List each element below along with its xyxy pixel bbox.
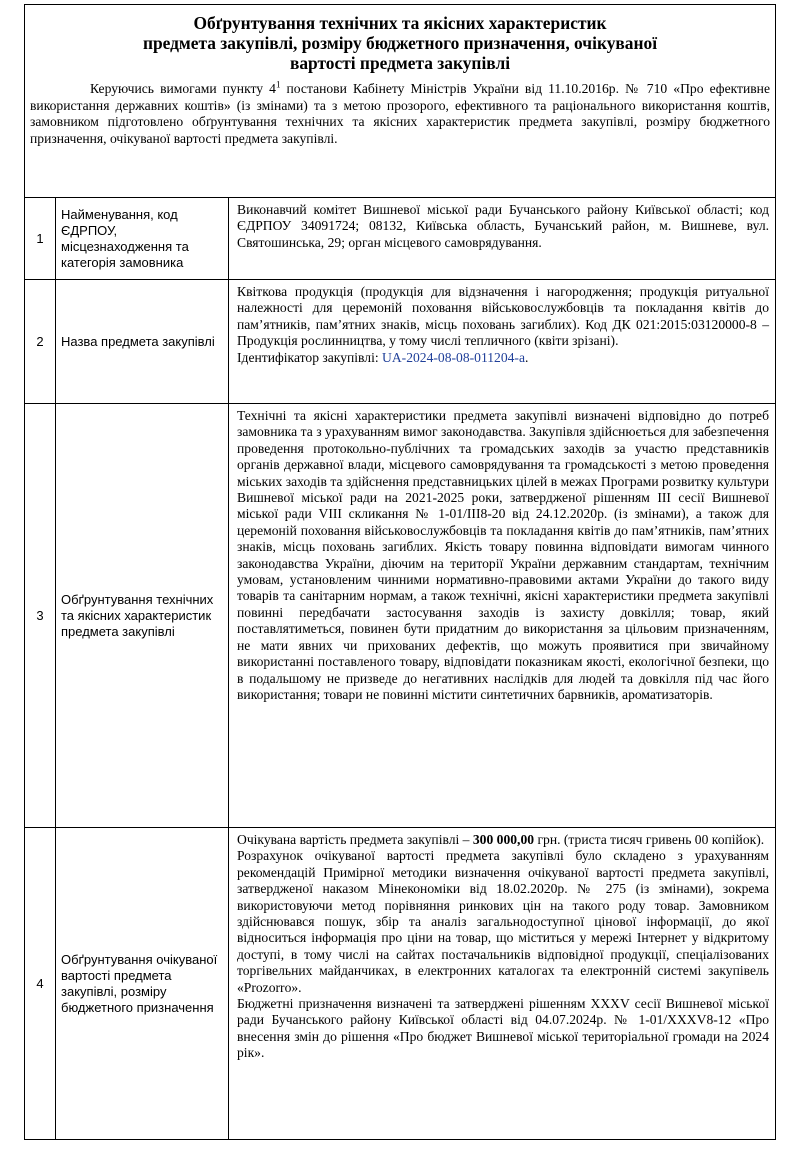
- identifier-label: Ідентифікатор закупівлі:: [237, 349, 383, 365]
- expected-cost-words: грн. (триста тисяч гривень 00 копійок).: [534, 832, 765, 847]
- calculation-paragraph: Розрахунок очікуваної вартості предмета закупівлі було складено з урахуванням рекомендацій Примірної методики визначення очікуваної вартості предмета закупівлі, затвердженої наказом Мінекономіки від 18.02.2020р. № 275 (із змінами), зокрема використовуючи метод порівняння ринкових цін на такого роду товар. Замовником здійснювався пошук, збір та аналіз загальнодоступної цінової інформації, до якої відноситься інформація про ціни на товар, що міститься у мережі Інтернет у відкритому доступі, в тому числі на сайтах постачальників відповідної продукції, спеціалізованих торгівельних майданчиках, в електронних каталогах та електронній системі закупівель «Prozorro».: [237, 848, 769, 995]
- intro-text-rest: постанови Кабінету Міністрів України від 11.10.2016р. № 710 «Про ефективне використання державних коштів» (із змінами) та з метою прозорого, ефективного та раціонального використання коштів, замовником підготовлено обґрунтування технічних та якісних характеристик предмета закупівлі, розміру бюджетного призначення, очікуваної вартості предмета закупівлі.: [30, 81, 770, 146]
- row-value: Технічні та якісні характеристики предмета закупівлі визначені відповідно до потреб замовника та з урахуванням вимог законодавства. Закупівля здійснюється для забезпечення проведення протокольно-публічних та громадських заходів за участю представників органів державної влади, місцевого самоврядування та громадськості з метою проведення міських заходів та здійснення представницьких цілей в межах Програми розвитку культури Вишневої міської ради на 2021-2025 роки, затвердженої рішенням ІІІ сесії Вишневої міської ради VIII скликання № 1-01/ІІІ8-20 від 24.12.2020р. (із змінами), а також для церемоній поховання військовослужбовців та покладання квітів до пам’ятників, пам’ятних знаків, місць поховань загиблих. Якість товару повинна відповідати вимогам чинного законодавства України, діючим на території України державним стандартам, технічним умовам, установленим чинними нормативно-правовими актами України до такого виду товарів та санітарним нормам, а також технічні, якісні характеристики предмета закупівлі повинні передбачати застосування заходів із захисту довкілля; товар, який поставлятиметься, повинен бути придатним до використання за цільовим призначенням, не мати явних чи прихованих дефектів, що можуть проявитися при звичайному використанні поставленого товару, відповідати показникам якості, екологічної безпеки, що в подальшому не призведе до негативних наслідків для людей та довкілля під час його використання; товари не повинні містити синтетичних барвників, ароматизаторів.: [229, 404, 776, 828]
- row-number: 3: [25, 404, 56, 828]
- intro-paragraph: [25, 73, 775, 185]
- table-row: [25, 828, 776, 1140]
- table-row: [25, 404, 776, 828]
- row-label: Обґрунтування очікуваної вартості предмета закупівлі, розміру бюджетного призначення: [56, 828, 229, 1140]
- row-value: Виконавчий комітет Вишневої міської ради Бучанського району Київської області; код ЄДРПОУ 34091724; 08132, Київська область, Бучанський район, м. Вишневе, вул. Святошинська, 29; орган місцевого самоврядування.: [229, 198, 776, 280]
- identifier-suffix: .: [525, 349, 529, 365]
- intro-text-start: Керуючись вимогами пункту 4: [90, 81, 276, 96]
- row-value: [229, 280, 776, 404]
- table-row: [25, 198, 776, 280]
- row-label: Найменування, код ЄДРПОУ, місцезнаходження та категорія замовника: [56, 198, 229, 280]
- title-line-2: предмета закупівлі, розміру бюджетного призначення, очікуваної: [142, 33, 658, 53]
- row-number: 4: [25, 828, 56, 1140]
- justification-table: [24, 197, 776, 1140]
- title-line-1: Обґрунтування технічних та якісних характеристик: [193, 13, 607, 33]
- expected-cost-paragraph: [237, 832, 769, 848]
- purchase-name-text: Квіткова продукція (продукція для відзначення і нагородження; продукція ритуальної належності для церемоній поховання військовослужбовців та покладання квітів до пам’ятників, пам’ятних знаків, місць поховань загиблих). Код ДК 021:2015:03120000-8 – Продукція рослинництва, у тому числі тепличного (квіти зрізані).: [237, 284, 769, 349]
- budget-paragraph: Бюджетні призначення визначені та затверджені рішенням XXXV сесії Вишневої міської ради Бучанського району Київської області від 04.07.2024р. № 1-01/XXXV8-12 «Про внесення змін до рішення «Про бюджет Вишневої міської територіальної громади на 2024 рік».: [237, 996, 769, 1061]
- intro-superscript: 1: [275, 79, 281, 90]
- row-label: Назва предмета закупівлі: [56, 280, 229, 404]
- row-value: [229, 828, 776, 1140]
- row-number: 1: [25, 198, 56, 280]
- row-label: Обґрунтування технічних та якісних характеристик предмета закупівлі: [56, 404, 229, 828]
- identifier-link[interactable]: UA-2024-08-08-011204-a: [382, 349, 525, 365]
- table-row: [25, 280, 776, 404]
- document-title: [25, 5, 775, 73]
- expected-cost-intro: Очікувана вартість предмета закупівлі –: [237, 832, 473, 847]
- expected-cost-amount: 300 000,00: [472, 832, 535, 847]
- purchase-identifier: [237, 350, 769, 366]
- document-page: [24, 4, 776, 1140]
- row-number: 2: [25, 280, 56, 404]
- title-line-3: вартості предмета закупівлі: [289, 53, 511, 73]
